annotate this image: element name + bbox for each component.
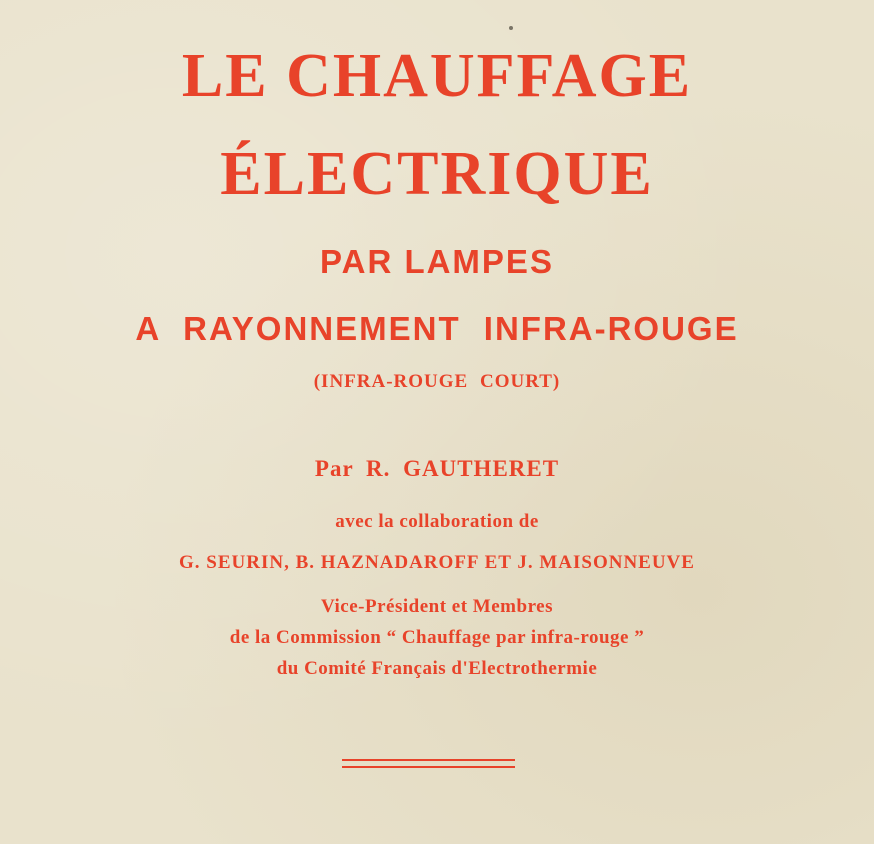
- decorative-rule-bottom: [342, 766, 515, 768]
- author-line: Par R. GAUTHERET: [314, 456, 560, 481]
- subtitle-line-2: A RAYONNEMENT INFRA-ROUGE: [135, 310, 739, 347]
- subtitle-line-1: PAR LAMPES: [320, 243, 554, 280]
- role-line-2: de la Commission “ Chauffage par infra-rouge ”: [229, 627, 645, 648]
- paper-speck: [509, 26, 513, 30]
- subtitle-note: (INFRA-ROUGE COURT): [313, 371, 561, 392]
- collaborators-line: G. SEURIN, B. HAZNADAROFF ET J. MAISONNEUVE: [179, 552, 695, 573]
- title-line-1: LE CHAUFFAGE: [181, 42, 693, 110]
- title-line-2: ÉLECTRIQUE: [220, 140, 654, 208]
- role-line-1: Vice-Président et Membres: [321, 596, 553, 617]
- collaboration-intro: avec la collaboration de: [335, 511, 539, 532]
- role-line-3: du Comité Français d'Electrothermie: [276, 658, 598, 679]
- decorative-rule-top: [342, 759, 515, 761]
